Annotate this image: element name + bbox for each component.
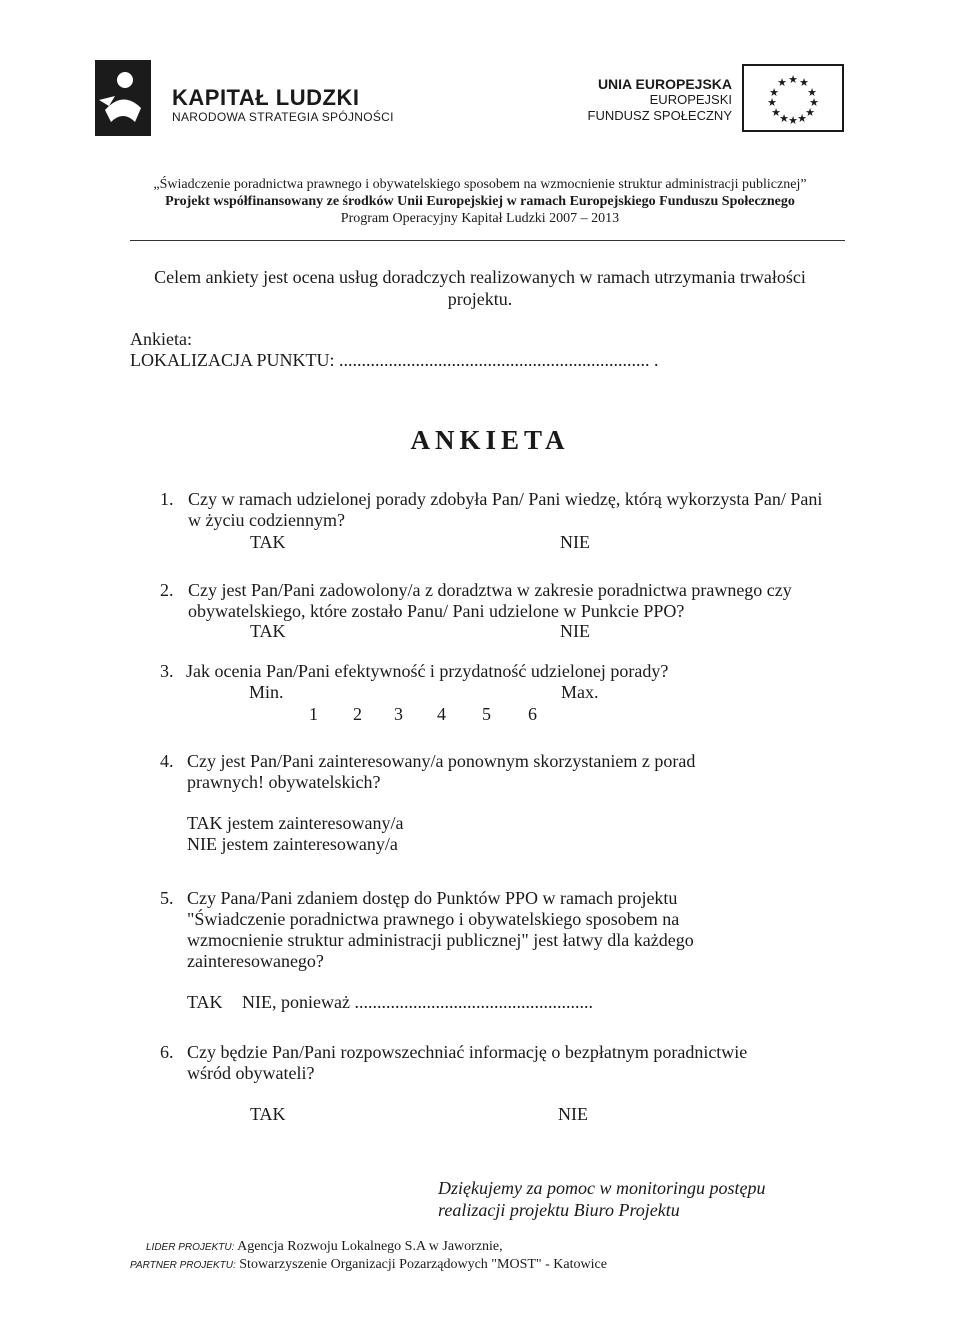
svg-text:★: ★: [771, 106, 781, 119]
svg-text:★: ★: [809, 96, 819, 109]
question-1-yes-option[interactable]: TAK: [250, 532, 286, 552]
question-3-line1: Jak ocenia Pan/Pani efektywność i przydatność udzielonej porady?: [186, 661, 669, 681]
ankieta-label: Ankieta:: [130, 329, 192, 349]
partner-value: Stowarzyszenie Organizacji Pozarządowych "MOST" - Katowice: [239, 1257, 607, 1272]
question-5-number: 5.: [160, 888, 174, 908]
svg-text:★: ★: [777, 76, 787, 89]
question-5-no-option[interactable]: NIE, ponieważ .....................................................: [242, 992, 593, 1012]
survey-title: ANKIETA: [410, 425, 570, 455]
thanks-line2: realizacji projektu Biuro Projektu: [438, 1200, 680, 1220]
footer-leader: [146, 1239, 503, 1255]
question-4-yes-option[interactable]: TAK jestem zainteresowany/a: [187, 813, 404, 833]
question-4-line1: Czy jest Pan/Pani zainteresowany/a ponownym skorzystaniem z porad: [187, 751, 696, 771]
question-2-line2: obywatelskiego, które zostało Panu/ Pani udzielone w Punkcie PPO?: [188, 601, 685, 621]
partner-label: PARTNER PROJEKTU:: [130, 1260, 236, 1271]
header-divider: [130, 240, 845, 241]
question-3-scale-1[interactable]: 1: [309, 704, 318, 724]
svg-text:★: ★: [767, 96, 777, 109]
svg-text:★: ★: [807, 86, 817, 99]
svg-text:★: ★: [788, 73, 798, 86]
question-5-line4: zainteresowanego?: [187, 951, 324, 971]
eu-logo-line3: FUNDUSZ SPOŁECZNY: [587, 108, 732, 123]
question-5-yes-option[interactable]: TAK: [187, 992, 223, 1012]
question-4-number: 4.: [160, 751, 174, 771]
svg-text:★: ★: [788, 114, 798, 127]
question-3-max-label: Max.: [561, 682, 599, 702]
question-3-scale-6[interactable]: 6: [528, 704, 537, 724]
svg-text:★: ★: [799, 76, 809, 89]
project-cofinancing: Projekt współfinansowany ze środków Unii Europejskiej w ramach Europejskiego Funduszu Społecznego: [165, 194, 795, 209]
question-2-yes-option[interactable]: TAK: [250, 621, 286, 641]
kapital-ludzki-logo-icon: [95, 60, 151, 136]
question-3-scale-2[interactable]: 2: [353, 704, 362, 724]
survey-purpose: [0, 266, 960, 310]
question-2-number: 2.: [160, 580, 174, 600]
question-1-number: 1.: [160, 489, 174, 509]
location-field[interactable]: LOKALIZACJA PUNKTU: ..................................................................... .: [130, 350, 659, 370]
eu-logo-line2: EUROPEJSKI: [649, 92, 732, 107]
program-name: Program Operacyjny Kapitał Ludzki 2007 – 2013: [340, 211, 620, 226]
question-1-line1: Czy w ramach udzielonej porady zdobyła Pan/ Pani wiedzę, którą wykorzysta Pan/ Pani: [188, 489, 823, 509]
question-6-no-option[interactable]: NIE: [558, 1104, 588, 1124]
svg-text:★: ★: [769, 86, 779, 99]
question-3-min-label: Min.: [249, 682, 284, 702]
question-5-line2: "Świadczenie poradnictwa prawnego i obywatelskiego sposobem na: [187, 909, 680, 929]
question-2-line1: Czy jest Pan/Pani zadowolony/a z doradztwa w zakresie poradnictwa prawnego czy: [188, 580, 792, 600]
question-6-yes-option[interactable]: TAK: [250, 1104, 286, 1124]
kapital-ludzki-subtitle: NARODOWA STRATEGIA SPÓJNOŚCI: [172, 110, 394, 124]
question-4-no-option[interactable]: NIE jestem zainteresowany/a: [187, 834, 398, 854]
svg-text:★: ★: [805, 106, 815, 119]
question-3-number: 3.: [160, 661, 174, 681]
thanks-line1: Dziękujemy za pomoc w monitoringu postępu: [438, 1178, 766, 1198]
question-4-line2: prawnych! obywatelskich?: [187, 772, 381, 792]
svg-text:★: ★: [779, 112, 789, 125]
question-5-line1: Czy Pana/Pani zdaniem dostęp do Punktów PPO w ramach projektu: [187, 888, 678, 908]
question-2-no-option[interactable]: NIE: [560, 621, 590, 641]
kapital-ludzki-title: KAPITAŁ LUDZKI: [172, 85, 360, 110]
eu-flag-icon: [742, 64, 844, 132]
purpose-line1: Celem ankiety jest ocena usług doradczych realizowanych w ramach utrzymania trwałości: [154, 267, 806, 287]
question-5-line3: wzmocnienie struktur administracji publicznej" jest łatwy dla każdego: [187, 930, 694, 950]
leader-label: LIDER PROJEKTU:: [146, 1242, 235, 1253]
question-1-no-option[interactable]: NIE: [560, 532, 590, 552]
question-3-scale-4[interactable]: 4: [437, 704, 446, 724]
question-6-line2: wśród obywateli?: [187, 1063, 315, 1083]
leader-value: Agencja Rozwoju Lokalnego S.A w Jaworznie,: [237, 1239, 503, 1254]
question-1-line2: w życiu codziennym?: [188, 510, 345, 530]
svg-text:★: ★: [797, 112, 807, 125]
question-3-scale-5[interactable]: 5: [482, 704, 491, 724]
purpose-line2: projektu.: [447, 289, 513, 309]
question-6-number: 6.: [160, 1042, 174, 1062]
footer-partner: [130, 1257, 607, 1273]
eu-logo-line1: UNIA EUROPEJSKA: [597, 76, 732, 92]
question-6-line1: Czy będzie Pan/Pani rozpowszechniać informację o bezpłatnym poradnictwie: [187, 1042, 748, 1062]
thanks-note: [438, 1177, 765, 1221]
question-3-scale-3[interactable]: 3: [394, 704, 403, 724]
project-quote: „Świadczenie poradnictwa prawnego i obywatelskiego sposobem na wzmocnienie struktur administracji publicznej”: [153, 177, 807, 192]
